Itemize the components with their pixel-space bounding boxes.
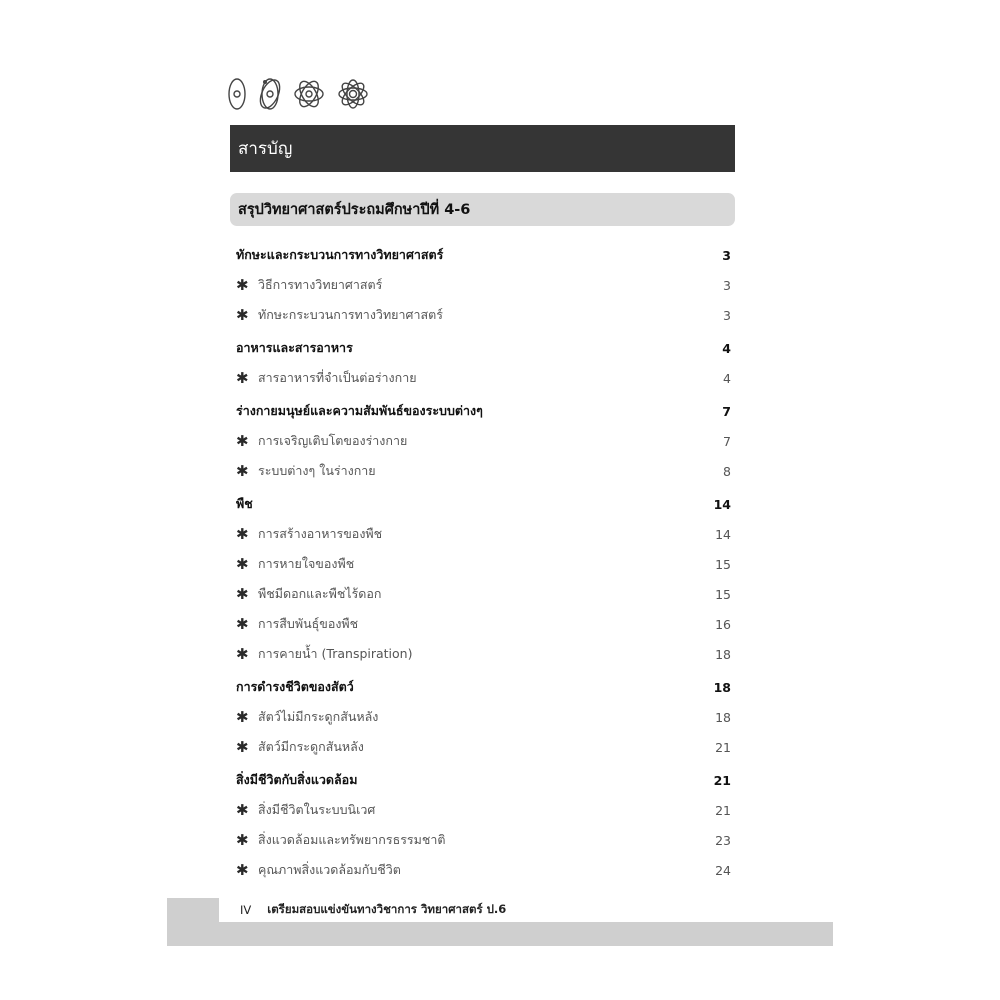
toc-item[interactable]: [236, 732, 731, 762]
toc-section[interactable]: [236, 489, 731, 519]
star-bullet-icon: ✱: [236, 584, 249, 603]
atom-4-orbit-icon: [336, 76, 370, 112]
toc-item[interactable]: [236, 363, 731, 393]
atom-2-orbit-icon: [258, 76, 282, 112]
star-bullet-icon: ✱: [236, 305, 249, 324]
toc-item-page: 3: [723, 277, 731, 293]
toc-item-label: สัตว์มีกระดูกสันหลัง: [258, 739, 364, 754]
star-bullet-icon: ✱: [236, 707, 249, 726]
toc-item-label: วิธีการทางวิทยาศาสตร์: [258, 277, 383, 292]
toc-item-page: 21: [715, 739, 731, 755]
toc-item-page: 23: [715, 832, 731, 848]
toc-item-label-wrap: [236, 461, 376, 481]
toc-item-page: 16: [715, 616, 731, 632]
star-bullet-icon: ✱: [236, 860, 249, 879]
toc-item[interactable]: [236, 609, 731, 639]
toc-item-page: 18: [715, 646, 731, 662]
toc-item-label-wrap: [236, 305, 443, 325]
footer-tab: [167, 898, 219, 946]
toc-item[interactable]: [236, 270, 731, 300]
toc-item-label: การเจริญเติบโตของร่างกาย: [258, 433, 408, 448]
toc-subtitle-bar: [230, 193, 735, 226]
footer: [240, 900, 506, 920]
atom-1-orbit-icon: [226, 76, 248, 112]
toc-item-label-wrap: [236, 830, 446, 850]
toc-item-label: การสืบพันธุ์ของพืช: [258, 616, 359, 631]
toc-item[interactable]: [236, 579, 731, 609]
toc-item-label-wrap: [236, 554, 354, 574]
toc-section[interactable]: [236, 240, 731, 270]
toc-section[interactable]: [236, 672, 731, 702]
toc-item[interactable]: [236, 426, 731, 456]
atom-icons-row: [226, 74, 370, 114]
toc-item-label: สิ่งมีชีวิตในระบบนิเวศ: [258, 802, 376, 817]
toc-section-title: พืช: [236, 496, 253, 511]
toc-item[interactable]: [236, 825, 731, 855]
toc-item-label: การหายใจของพืช: [258, 556, 355, 571]
toc-item-page: 14: [715, 526, 731, 542]
toc-item-page: 21: [715, 802, 731, 818]
toc-item[interactable]: [236, 456, 731, 486]
star-bullet-icon: ✱: [236, 800, 249, 819]
footer-page-number: IV: [240, 903, 252, 917]
toc-item-label: ทักษะกระบวนการทางวิทยาศาสตร์: [258, 307, 443, 322]
toc-section[interactable]: [236, 333, 731, 363]
toc-item-label-wrap: [236, 584, 382, 604]
toc-item-page: 8: [723, 463, 731, 479]
toc-item-label-wrap: [236, 707, 378, 727]
star-bullet-icon: ✱: [236, 368, 249, 387]
toc-section-title: สิ่งมีชีวิตกับสิ่งแวดล้อม: [236, 772, 358, 787]
footer-band: [167, 922, 833, 946]
toc-item-label: การคายน้ำ (Transpiration): [258, 646, 413, 661]
toc-title-bar: [230, 125, 735, 172]
star-bullet-icon: ✱: [236, 275, 249, 294]
toc-item[interactable]: [236, 855, 731, 885]
toc-item-page: 15: [715, 556, 731, 572]
star-bullet-icon: ✱: [236, 614, 249, 633]
toc-section-page: 14: [713, 496, 731, 512]
table-of-contents: [236, 240, 731, 885]
star-bullet-icon: ✱: [236, 461, 249, 480]
toc-item-label: พืชมีดอกและพืชไร้ดอก: [258, 586, 382, 601]
toc-section-title: อาหารและสารอาหาร: [236, 340, 353, 355]
toc-item[interactable]: [236, 639, 731, 669]
star-bullet-icon: ✱: [236, 644, 249, 663]
toc-section-page: 7: [722, 403, 731, 419]
toc-item-label-wrap: [236, 737, 364, 757]
star-bullet-icon: ✱: [236, 431, 249, 450]
toc-section-page: 21: [713, 772, 731, 788]
toc-item[interactable]: [236, 300, 731, 330]
toc-section[interactable]: [236, 765, 731, 795]
toc-item-label-wrap: [236, 368, 417, 388]
toc-item-label: คุณภาพสิ่งแวดล้อมกับชีวิต: [258, 862, 401, 877]
toc-item-label: การสร้างอาหารของพืช: [258, 526, 383, 541]
toc-item-page: 4: [723, 370, 731, 386]
toc-section-page: 3: [722, 247, 731, 263]
toc-item-label: สัตว์ไม่มีกระดูกสันหลัง: [258, 709, 379, 724]
atom-3-orbit-icon: [292, 76, 326, 112]
toc-section-title: การดำรงชีวิตของสัตว์: [236, 679, 354, 694]
toc-item-label-wrap: [236, 800, 375, 820]
toc-item-label-wrap: [236, 644, 412, 664]
toc-item[interactable]: [236, 795, 731, 825]
star-bullet-icon: ✱: [236, 737, 249, 756]
toc-item-label: สิ่งแวดล้อมและทรัพยากรธรรมชาติ: [258, 832, 446, 847]
toc-item[interactable]: [236, 549, 731, 579]
toc-section-page: 18: [713, 679, 731, 695]
toc-item[interactable]: [236, 702, 731, 732]
toc-item-label-wrap: [236, 431, 407, 451]
toc-item-label-wrap: [236, 860, 401, 880]
toc-item-page: 7: [723, 433, 731, 449]
page-title: สารบัญ: [238, 139, 293, 159]
toc-item-label: ระบบต่างๆ ในร่างกาย: [258, 463, 376, 478]
toc-item-label: สารอาหารที่จำเป็นต่อร่างกาย: [258, 370, 417, 385]
toc-item-page: 24: [715, 862, 731, 878]
section-subtitle: สรุปวิทยาศาสตร์ประถมศึกษาปีที่ 4-6: [238, 202, 471, 218]
toc-item-label-wrap: [236, 275, 382, 295]
star-bullet-icon: ✱: [236, 830, 249, 849]
toc-item-page: 3: [723, 307, 731, 323]
toc-section[interactable]: [236, 396, 731, 426]
toc-item-label-wrap: [236, 614, 358, 634]
toc-section-title: ร่างกายมนุษย์และความสัมพันธ์ของระบบต่างๆ: [236, 403, 483, 418]
star-bullet-icon: ✱: [236, 554, 249, 573]
toc-item-label-wrap: [236, 524, 382, 544]
toc-section-page: 4: [722, 340, 731, 356]
footer-book-title: เตรียมสอบแข่งขันทางวิชาการ วิทยาศาสตร์ ป.6: [267, 902, 507, 916]
toc-item[interactable]: [236, 519, 731, 549]
toc-item-page: 18: [715, 709, 731, 725]
toc-item-page: 15: [715, 586, 731, 602]
toc-section-title: ทักษะและกระบวนการทางวิทยาศาสตร์: [236, 247, 444, 262]
star-bullet-icon: ✱: [236, 524, 249, 543]
